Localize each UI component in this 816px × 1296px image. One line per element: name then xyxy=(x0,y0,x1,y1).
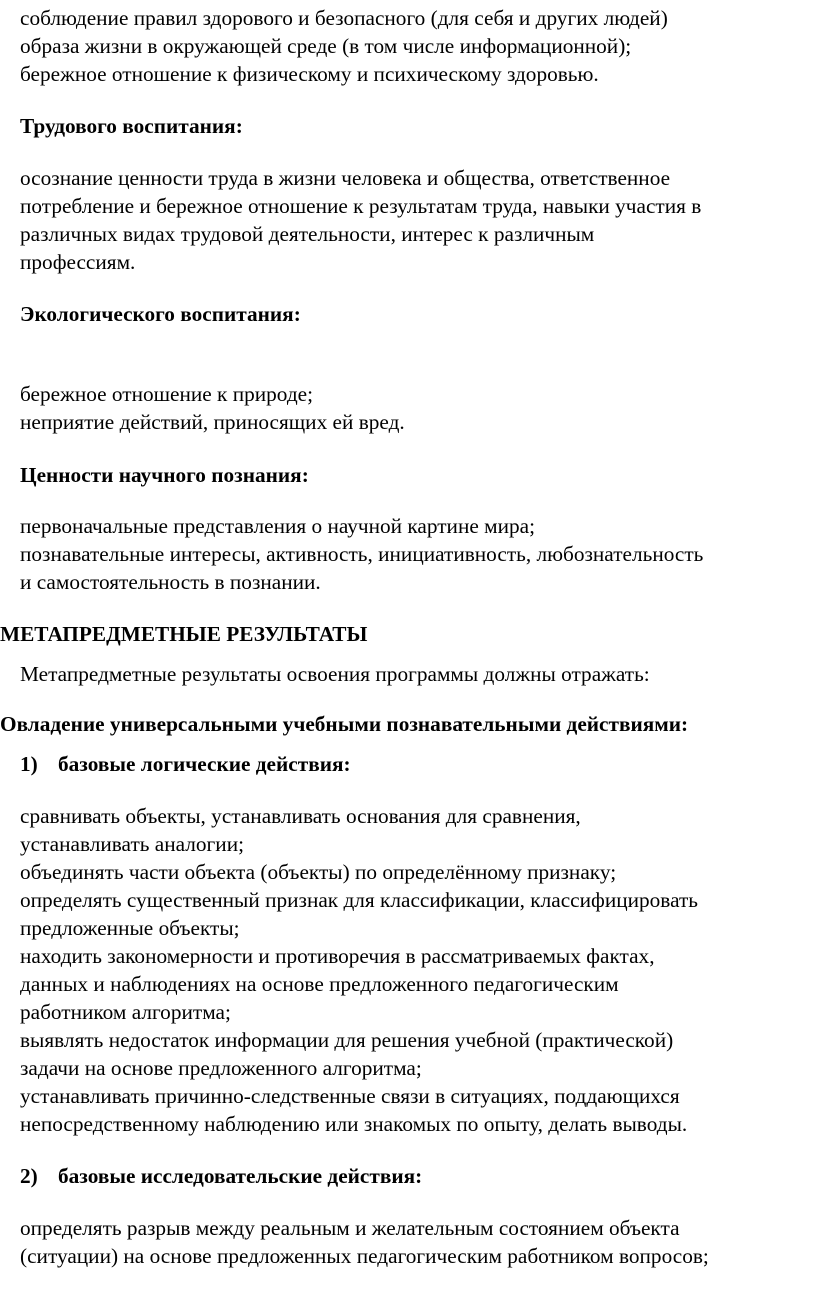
text-line: бережное отношение к природе; xyxy=(20,382,314,406)
text-line: выявлять недостаток информации для решения учебной (практической) xyxy=(20,1028,674,1052)
text-line: предложенные объекты; xyxy=(20,916,240,940)
text-line: работником алгоритма; xyxy=(20,1000,231,1024)
text-line: образа жизни в окружающей среде (в том числе информационной); xyxy=(20,34,632,58)
text-line: неприятие действий, приносящих ей вред. xyxy=(20,410,405,434)
text-line: сравнивать объекты, устанавливать основания для сравнения, xyxy=(20,804,581,828)
list-number: 1) xyxy=(20,752,38,776)
text-line: непосредственному наблюдению или знакомых по опыту, делать выводы. xyxy=(20,1112,688,1136)
section-heading-labor: Трудового воспитания: xyxy=(20,114,243,138)
text-line: задачи на основе предложенного алгоритма; xyxy=(20,1056,422,1080)
text-line: устанавливать аналогии; xyxy=(20,832,245,856)
list-number: 2) xyxy=(20,1164,38,1188)
text-line: первоначальные представления о научной картине мира; xyxy=(20,514,536,538)
text-line: осознание ценности труда в жизни человека и общества, ответственное xyxy=(20,166,671,190)
intro-line: Метапредметные результаты освоения программы должны отражать: xyxy=(20,662,650,686)
numbered-heading-logic xyxy=(20,750,351,778)
text-line: профессиям. xyxy=(20,250,136,274)
text-line: данных и наблюдениях на основе предложенного педагогическим xyxy=(20,972,619,996)
text-line: (ситуации) на основе предложенных педагогическим работником вопросов; xyxy=(20,1244,709,1268)
list-heading: базовые исследовательские действия: xyxy=(58,1164,423,1188)
page-title-meta-results: МЕТАПРЕДМЕТНЫЕ РЕЗУЛЬТАТЫ xyxy=(0,622,368,646)
text-line: объединять части объекта (объекты) по определённому признаку; xyxy=(20,860,617,884)
text-line: познавательные интересы, активность, инициативность, любознательность xyxy=(20,542,704,566)
text-line: бережное отношение к физическому и психическому здоровью. xyxy=(20,62,599,86)
text-line: определять существенный признак для классификации, классифицировать xyxy=(20,888,699,912)
subheading-cognitive-actions: Овладение универсальными учебными познавательными действиями: xyxy=(0,712,689,736)
text-line: и самостоятельность в познании. xyxy=(20,570,321,594)
text-line: соблюдение правил здорового и безопасного (для себя и других людей) xyxy=(20,6,668,30)
text-line: устанавливать причинно-следственные связи в ситуациях, поддающихся xyxy=(20,1084,680,1108)
numbered-heading-research xyxy=(20,1162,422,1190)
text-line: потребление и бережное отношение к результатам труда, навыки участия в xyxy=(20,194,702,218)
text-line: различных видах трудовой деятельности, интерес к различным xyxy=(20,222,595,246)
text-line: определять разрыв между реальным и желательным состоянием объекта xyxy=(20,1216,680,1240)
section-heading-eco: Экологического воспитания: xyxy=(20,302,301,326)
section-heading-science: Ценности научного познания: xyxy=(20,463,309,487)
list-heading: базовые логические действия: xyxy=(58,752,351,776)
text-line: находить закономерности и противоречия в рассматриваемых фактах, xyxy=(20,944,655,968)
